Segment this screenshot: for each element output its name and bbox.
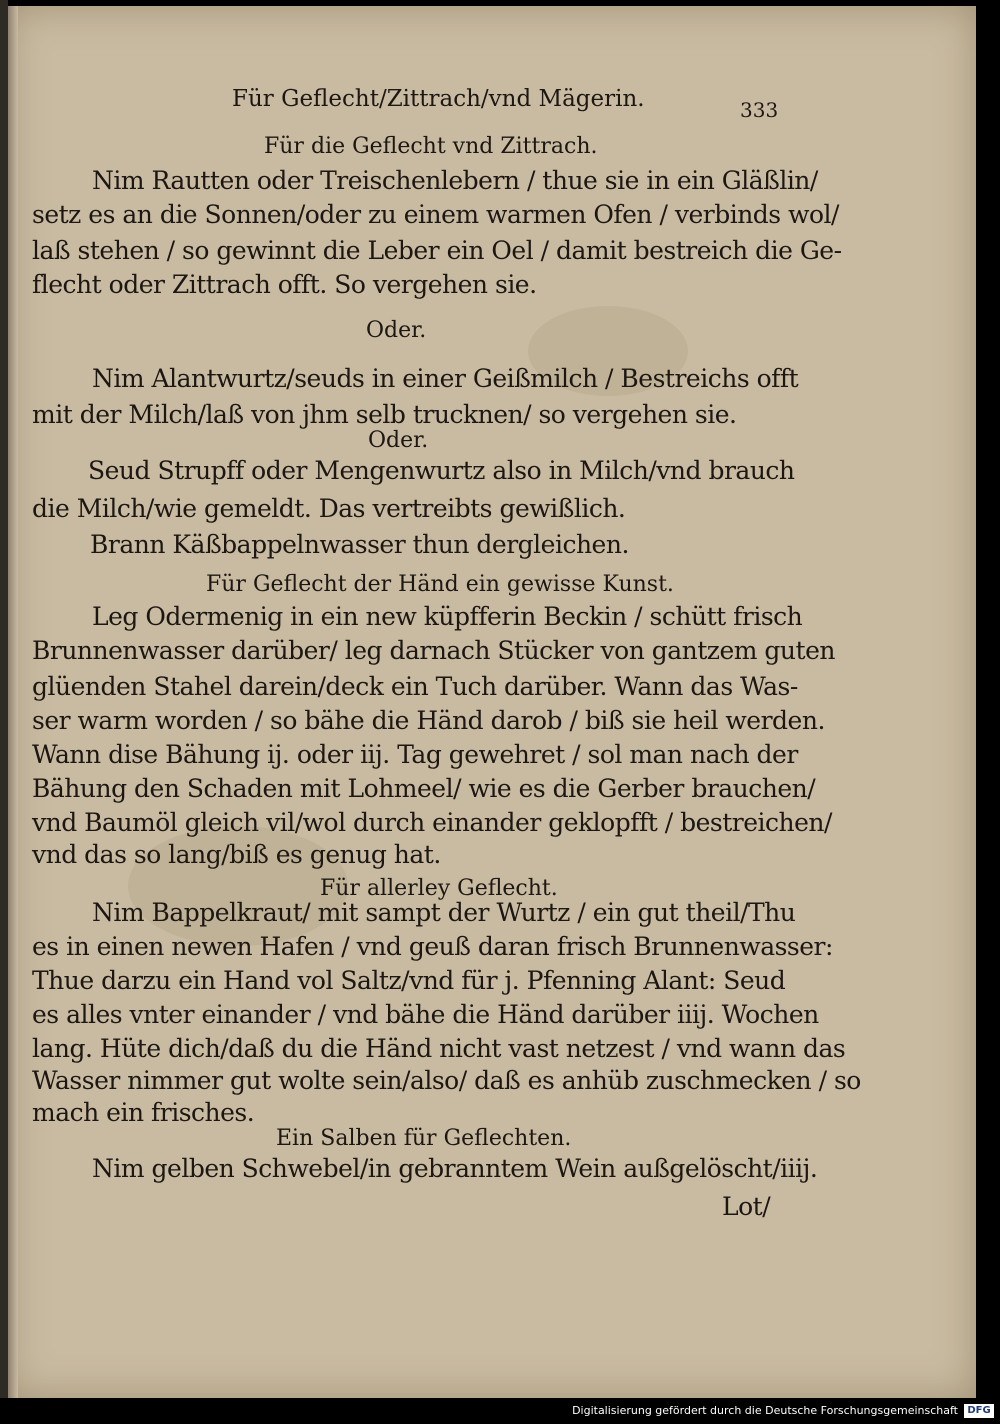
section-heading: Ein Salben für Geflechten. (276, 1126, 572, 1151)
text-line: Nim Bappelkraut/ mit sampt der Wurtz / ein gut theil/Thu (92, 898, 796, 927)
book-binding-edge (0, 0, 8, 1424)
text-line: die Milch/wie gemeldt. Das vertreibts gewißlich. (32, 494, 626, 523)
text-line: mit der Milch/laß von jhm selb trucknen/ so vergehen sie. (32, 400, 737, 429)
text-line: Nim Rautten oder Treischenlebern / thue sie in ein Gläßlin/ (92, 166, 818, 195)
catchword: Lot/ (722, 1192, 771, 1221)
text-line: es in einen newen Hafen / vnd geuß daran frisch Brunnenwasser: (32, 932, 833, 961)
text-line: es alles vnter einander / vnd bähe die Händ darüber iiij. Wochen (32, 1000, 819, 1029)
text-line: vnd das so lang/biß es genug hat. (32, 840, 441, 869)
page-number: 333 (740, 98, 779, 122)
text-line: setz es an die Sonnen/oder zu einem warmen Ofen / verbinds wol/ (32, 200, 839, 229)
text-line: Brunnenwasser darüber/ leg darnach Stücker von gantzem guten (32, 636, 835, 665)
text-line: Seud Strupff oder Mengenwurtz also in Milch/vnd brauch (88, 456, 795, 485)
text-line: vnd Baumöl gleich vil/wol durch einander geklopfft / bestreichen/ (32, 808, 832, 837)
running-head: Für Geflecht/Zittrach/vnd Mägerin. (232, 86, 645, 112)
section-heading: Für Geflecht der Händ ein gewisse Kunst. (206, 572, 674, 597)
text-line: glüenden Stahel darein/deck ein Tuch darüber. Wann das Was- (32, 672, 798, 701)
text-line: Leg Odermenig in ein new küpfferin Beckin / schütt frisch (92, 602, 803, 631)
section-heading: Oder. (368, 428, 429, 453)
text-line: Brann Käßbappelnwasser thun dergleichen. (90, 530, 629, 559)
section-heading: Für die Geflecht vnd Zittrach. (264, 134, 598, 159)
text-line: Nim Alantwurtz/seuds in einer Geißmilch / Bestreichs offt (92, 364, 799, 393)
text-line: Wasser nimmer gut wolte sein/also/ daß es anhüb zuschmecken / so (32, 1066, 861, 1095)
text-line: Nim gelben Schwebel/in gebranntem Wein außgelöscht/iiij. (92, 1154, 818, 1183)
section-heading: Oder. (366, 318, 427, 343)
footer-credit: Digitalisierung gefördert durch die Deutsche Forschungsgemeinschaft (572, 1404, 958, 1417)
text-line: flecht oder Zittrach offt. So vergehen sie. (32, 270, 537, 299)
text-line: Bähung den Schaden mit Lohmeel/ wie es die Gerber brauchen/ (32, 774, 816, 803)
text-line: Thue darzu ein Hand vol Saltz/vnd für j. Pfenning Alant: Seud (32, 966, 786, 995)
text-line: laß stehen / so gewinnt die Leber ein Oel / damit bestreich die Ge- (32, 236, 842, 265)
text-line: mach ein frisches. (32, 1098, 255, 1127)
dfg-logo: DFG (964, 1404, 994, 1418)
text-line: ser warm worden / so bähe die Händ darob / biß sie heil werden. (32, 706, 825, 735)
section-heading: Für allerley Geflecht. (320, 876, 558, 901)
text-line: lang. Hüte dich/daß du die Händ nicht vast netzest / vnd wann das (32, 1034, 846, 1063)
text-line: Wann dise Bähung ij. oder iij. Tag gewehret / sol man nach der (32, 740, 798, 769)
